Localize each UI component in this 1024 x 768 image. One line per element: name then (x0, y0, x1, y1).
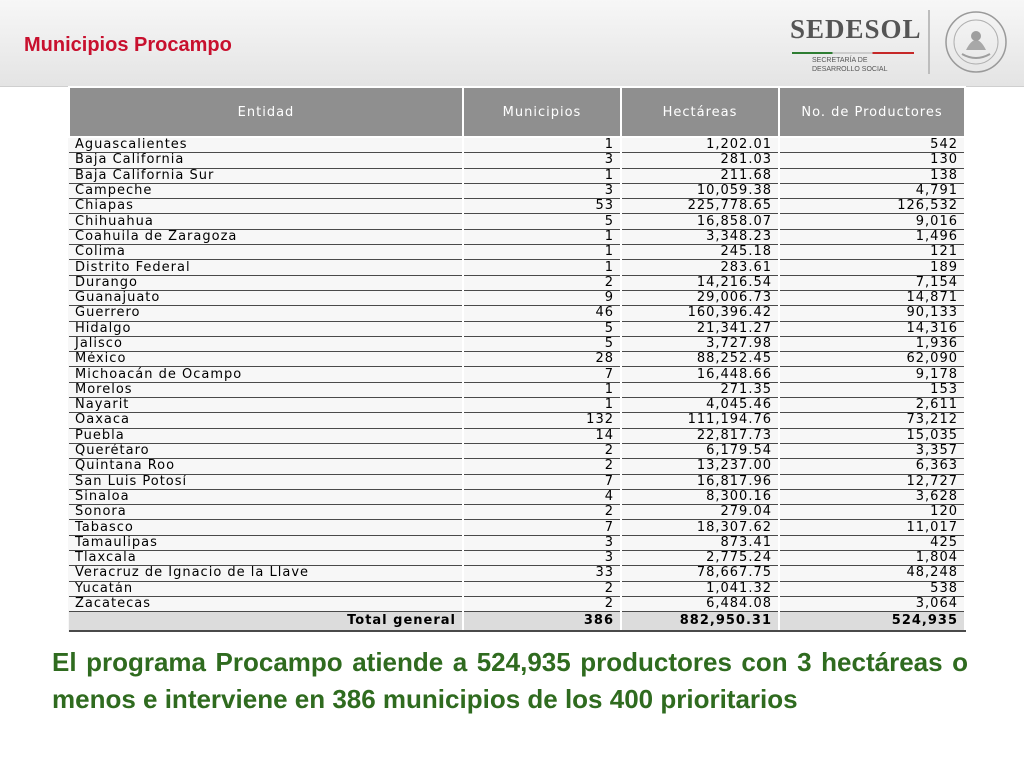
logo-divider (928, 10, 930, 74)
cell-hectareas: 245.18 (621, 245, 779, 260)
cell-productores: 153 (779, 382, 965, 397)
column-header-productores: No. de Productores (779, 87, 965, 137)
table-row (69, 214, 965, 229)
cell-municipios: 1 (463, 398, 621, 413)
cell-productores: 126,532 (779, 199, 965, 214)
cell-productores: 120 (779, 505, 965, 520)
cell-productores: 14,316 (779, 321, 965, 336)
table-row (69, 336, 965, 351)
procampo-table (68, 86, 964, 632)
national-seal-icon (944, 10, 1008, 74)
cell-municipios: 3 (463, 535, 621, 550)
cell-municipios: 4 (463, 489, 621, 504)
table-row (69, 581, 965, 596)
cell-productores: 12,727 (779, 474, 965, 489)
cell-hectareas: 3,348.23 (621, 229, 779, 244)
cell-municipios: 33 (463, 566, 621, 581)
cell-hectareas: 283.61 (621, 260, 779, 275)
cell-entidad: Colima (69, 245, 463, 260)
cell-entidad: Tlaxcala (69, 551, 463, 566)
cell-hectareas: 271.35 (621, 382, 779, 397)
cell-municipios: 1 (463, 137, 621, 153)
cell-hectareas: 13,237.00 (621, 459, 779, 474)
table-row (69, 505, 965, 520)
total-cell-productores: 524,935 (779, 612, 965, 632)
cell-productores: 2,611 (779, 398, 965, 413)
cell-productores: 9,016 (779, 214, 965, 229)
logo-subtitle (812, 56, 887, 74)
table-row (69, 168, 965, 183)
cell-hectareas: 16,448.66 (621, 367, 779, 382)
cell-hectareas: 4,045.46 (621, 398, 779, 413)
cell-productores: 9,178 (779, 367, 965, 382)
table-row (69, 352, 965, 367)
table-row (69, 398, 965, 413)
table-row (69, 428, 965, 443)
table-row (69, 551, 965, 566)
cell-hectareas: 211.68 (621, 168, 779, 183)
cell-entidad: México (69, 352, 463, 367)
cell-municipios: 2 (463, 275, 621, 290)
cell-municipios: 1 (463, 168, 621, 183)
table-row (69, 566, 965, 581)
column-header-hectareas: Hectáreas (621, 87, 779, 137)
cell-entidad: Chiapas (69, 199, 463, 214)
total-cell-municipios: 386 (463, 612, 621, 632)
table-row (69, 153, 965, 168)
cell-entidad: Aguascalientes (69, 137, 463, 153)
cell-hectareas: 3,727.98 (621, 336, 779, 351)
cell-productores: 3,357 (779, 443, 965, 458)
cell-productores: 11,017 (779, 520, 965, 535)
sedesol-logo (790, 14, 920, 74)
cell-productores: 121 (779, 245, 965, 260)
cell-productores: 48,248 (779, 566, 965, 581)
cell-municipios: 1 (463, 382, 621, 397)
cell-productores: 189 (779, 260, 965, 275)
cell-municipios: 28 (463, 352, 621, 367)
cell-entidad: Coahuila de Zaragoza (69, 229, 463, 244)
cell-municipios: 2 (463, 459, 621, 474)
cell-productores: 73,212 (779, 413, 965, 428)
cell-hectareas: 88,252.45 (621, 352, 779, 367)
table-row (69, 137, 965, 153)
table-row (69, 183, 965, 198)
cell-productores: 62,090 (779, 352, 965, 367)
table-row (69, 306, 965, 321)
cell-productores: 138 (779, 168, 965, 183)
cell-hectareas: 22,817.73 (621, 428, 779, 443)
table-row (69, 443, 965, 458)
cell-entidad: Tamaulipas (69, 535, 463, 550)
table-header-row (69, 87, 965, 137)
cell-hectareas: 18,307.62 (621, 520, 779, 535)
table-row (69, 459, 965, 474)
cell-productores: 1,496 (779, 229, 965, 244)
cell-productores: 14,871 (779, 290, 965, 305)
cell-entidad: Zacatecas (69, 596, 463, 611)
cell-productores: 538 (779, 581, 965, 596)
cell-hectareas: 8,300.16 (621, 489, 779, 504)
page-title: Municipios Procampo (24, 34, 232, 56)
cell-hectareas: 29,006.73 (621, 290, 779, 305)
cell-entidad: Oaxaca (69, 413, 463, 428)
table-row (69, 321, 965, 336)
cell-hectareas: 111,194.76 (621, 413, 779, 428)
table-row (69, 489, 965, 504)
cell-entidad: Michoacán de Ocampo (69, 367, 463, 382)
cell-entidad: Campeche (69, 183, 463, 198)
cell-hectareas: 10,059.38 (621, 183, 779, 198)
cell-municipios: 3 (463, 183, 621, 198)
cell-entidad: Baja California Sur (69, 168, 463, 183)
table-row (69, 290, 965, 305)
cell-hectareas: 78,667.75 (621, 566, 779, 581)
cell-municipios: 3 (463, 551, 621, 566)
logo-subtitle-line1: SECRETARÍA DE (812, 57, 868, 64)
table-row (69, 474, 965, 489)
cell-hectareas: 873.41 (621, 535, 779, 550)
cell-entidad: Distrito Federal (69, 260, 463, 275)
cell-hectareas: 6,484.08 (621, 596, 779, 611)
cell-productores: 1,936 (779, 336, 965, 351)
cell-entidad: Durango (69, 275, 463, 290)
table-row (69, 367, 965, 382)
cell-entidad: Sonora (69, 505, 463, 520)
cell-hectareas: 16,817.96 (621, 474, 779, 489)
table-row (69, 520, 965, 535)
cell-municipios: 2 (463, 443, 621, 458)
cell-entidad: Jalisco (69, 336, 463, 351)
cell-entidad: Quintana Roo (69, 459, 463, 474)
cell-productores: 1,804 (779, 551, 965, 566)
cell-hectareas: 21,341.27 (621, 321, 779, 336)
cell-entidad: Guerrero (69, 306, 463, 321)
table-row (69, 413, 965, 428)
cell-productores: 130 (779, 153, 965, 168)
column-header-entidad: Entidad (69, 87, 463, 137)
logo-subtitle-line2: DESARROLLO SOCIAL (812, 66, 888, 73)
cell-entidad: Veracruz de Ignacio de la Llave (69, 566, 463, 581)
cell-entidad: Baja California (69, 153, 463, 168)
cell-entidad: Chihuahua (69, 214, 463, 229)
logo-name: SEDESOL (790, 14, 922, 44)
table-row (69, 229, 965, 244)
data-table (68, 86, 966, 632)
cell-entidad: Hidalgo (69, 321, 463, 336)
cell-municipios: 1 (463, 245, 621, 260)
cell-productores: 3,064 (779, 596, 965, 611)
cell-municipios: 9 (463, 290, 621, 305)
cell-municipios: 1 (463, 260, 621, 275)
cell-entidad: Yucatán (69, 581, 463, 596)
cell-productores: 6,363 (779, 459, 965, 474)
cell-municipios: 5 (463, 214, 621, 229)
cell-entidad: Nayarit (69, 398, 463, 413)
table-row (69, 199, 965, 214)
table-row (69, 260, 965, 275)
cell-municipios: 2 (463, 581, 621, 596)
cell-hectareas: 1,041.32 (621, 581, 779, 596)
total-row (69, 612, 965, 632)
table-row (69, 245, 965, 260)
cell-entidad: Tabasco (69, 520, 463, 535)
table-row (69, 535, 965, 550)
cell-productores: 15,035 (779, 428, 965, 443)
table-row (69, 596, 965, 611)
cell-municipios: 7 (463, 367, 621, 382)
cell-municipios: 2 (463, 505, 621, 520)
cell-productores: 4,791 (779, 183, 965, 198)
cell-municipios: 1 (463, 229, 621, 244)
cell-municipios: 46 (463, 306, 621, 321)
cell-municipios: 5 (463, 336, 621, 351)
cell-productores: 425 (779, 535, 965, 550)
cell-municipios: 132 (463, 413, 621, 428)
cell-productores: 7,154 (779, 275, 965, 290)
cell-hectareas: 2,775.24 (621, 551, 779, 566)
cell-municipios: 14 (463, 428, 621, 443)
cell-municipios: 7 (463, 520, 621, 535)
cell-municipios: 53 (463, 199, 621, 214)
total-cell-hectareas: 882,950.31 (621, 612, 779, 632)
cell-entidad: Querétaro (69, 443, 463, 458)
total-cell-entidad: Total general (69, 612, 463, 632)
cell-hectareas: 160,396.42 (621, 306, 779, 321)
summary-text: El programa Procampo atiende a 524,935 productores con 3 hectáreas o menos e interviene en 386 municipios de los 400 prioritarios (52, 647, 968, 714)
cell-entidad: Morelos (69, 382, 463, 397)
cell-municipios: 7 (463, 474, 621, 489)
cell-hectareas: 279.04 (621, 505, 779, 520)
cell-municipios: 3 (463, 153, 621, 168)
column-header-municipios: Municipios (463, 87, 621, 137)
cell-hectareas: 281.03 (621, 153, 779, 168)
cell-municipios: 5 (463, 321, 621, 336)
slide-header (0, 0, 1024, 87)
cell-productores: 90,133 (779, 306, 965, 321)
cell-entidad: San Luis Potosí (69, 474, 463, 489)
cell-productores: 3,628 (779, 489, 965, 504)
cell-hectareas: 225,778.65 (621, 199, 779, 214)
cell-hectareas: 14,216.54 (621, 275, 779, 290)
cell-productores: 542 (779, 137, 965, 153)
table-row (69, 382, 965, 397)
cell-hectareas: 1,202.01 (621, 137, 779, 153)
cell-entidad: Guanajuato (69, 290, 463, 305)
table-row (69, 275, 965, 290)
logo-rule (792, 52, 914, 54)
cell-municipios: 2 (463, 596, 621, 611)
table-body (69, 137, 965, 631)
cell-entidad: Puebla (69, 428, 463, 443)
cell-hectareas: 6,179.54 (621, 443, 779, 458)
cell-hectareas: 16,858.07 (621, 214, 779, 229)
cell-entidad: Sinaloa (69, 489, 463, 504)
